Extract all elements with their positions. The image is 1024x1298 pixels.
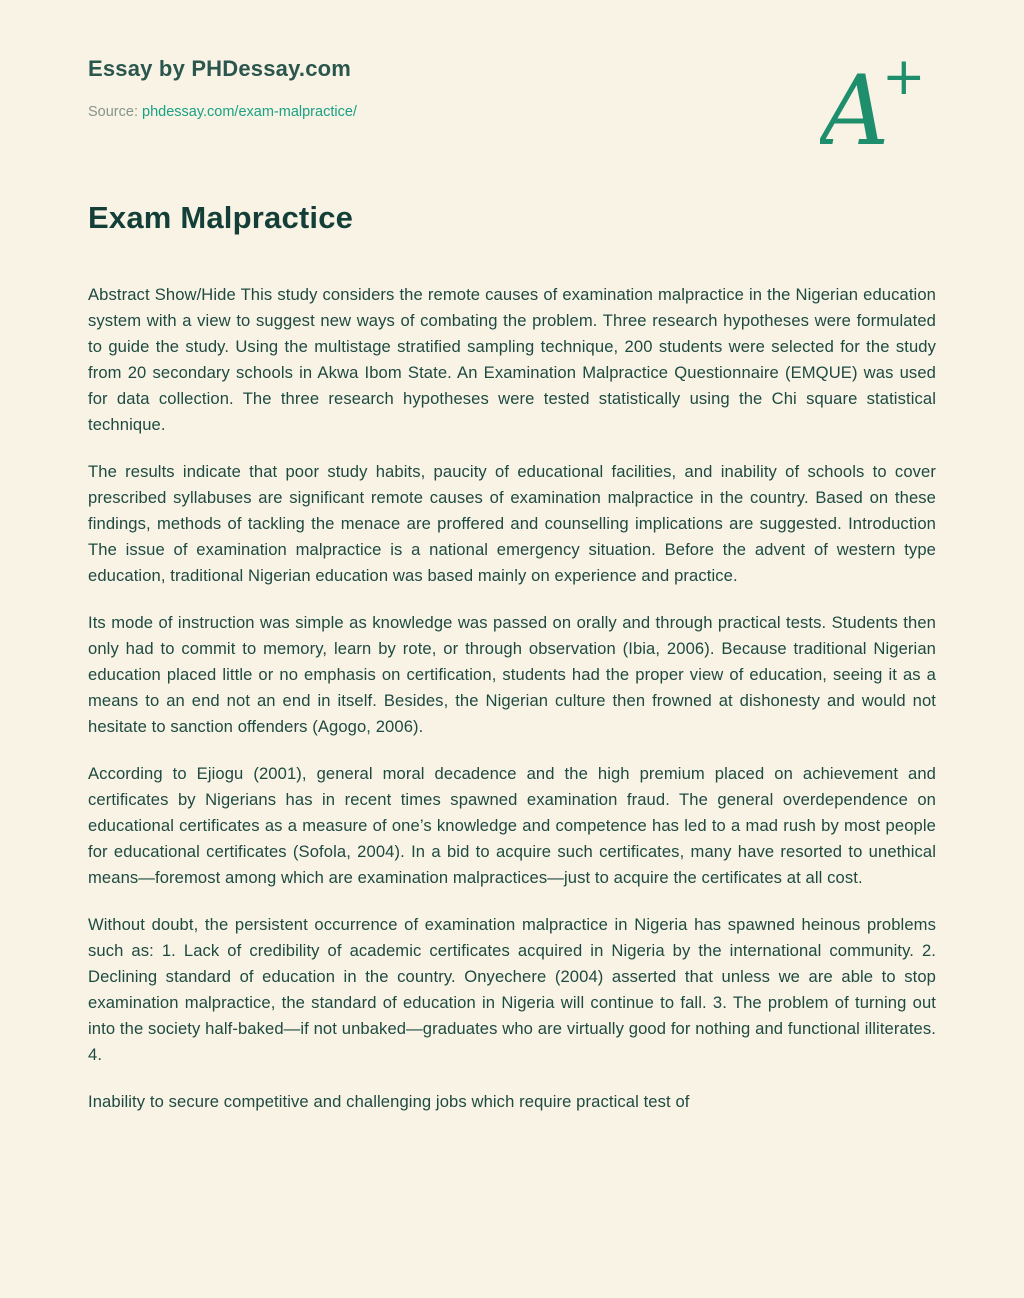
paragraph-inability-truncated: Inability to secure competitive and challenging jobs which require practical test of (88, 1092, 690, 1111)
source-link[interactable]: phdessay.com/exam-malpractice/ (142, 104, 357, 120)
page-title: Exam Malpractice (88, 200, 354, 235)
page-header (88, 50, 936, 162)
phdessay-logo (820, 52, 924, 162)
logo-letter: A (820, 55, 890, 162)
logo-plus: + (882, 52, 924, 107)
paragraph-abstract: Abstract Show/Hide This study considers the remote causes of examination malpractice in the Nigerian education system with a view to suggest new ways of combating the problem. Three research hypotheses were formulated to guide the study. Using the multistage stratified sampling technique, 200 students were selected for the study from 20 secondary schools in Akwa Ibom State. An Examination Malpractice Questionnaire (EMQUE) was used for data collection. The three research hypotheses were tested statistically using the Chi square statistical technique. (88, 285, 936, 434)
paragraph-problems: Without doubt, the persistent occurrence of examination malpractice in Nigeria has spawned heinous problems such as: 1. Lack of credibility of academic certificates acquired in Nigeria by the international community. 2. Declining standard of education in the country. Onyechere (2004) asserted that unless we are able to stop examination malpractice, the standard of education in Nigeria will continue to fall. 3. The problem of turning out into the society half-baked—if not unbaked—graduates who are virtually good for nothing and functional illiterates. 4. (88, 915, 936, 1064)
article-body (88, 282, 936, 1115)
source-line (88, 104, 357, 120)
header-text-block (88, 50, 357, 120)
site-byline: Essay by PHDessay.com (88, 56, 352, 81)
source-label: Source: (88, 104, 138, 120)
paragraph-results: The results indicate that poor study habits, paucity of educational facilities, and inability of schools to cover prescribed syllabuses are significant remote causes of examination malpractice in the country. Based on these findings, methods of tackling the menace are proffered and counselling implications are suggested. Introduction The issue of examination malpractice is a national emergency situation. Before the advent of western type education, traditional Nigerian education was based mainly on experience and practice. (88, 462, 936, 585)
paragraph-instruction-mode: Its mode of instruction was simple as knowledge was passed on orally and through practical tests. Students then only had to commit to memory, learn by rote, or through observation (Ibia, 2006). Because traditional Nigerian education placed little or no emphasis on certification, students had the proper view of education, seeing it as a means to an end not an end in itself. Besides, the Nigerian culture then frowned at dishonesty and would not hesitate to sanction offenders (Agogo, 2006). (88, 613, 936, 736)
paragraph-ejiogu: According to Ejiogu (2001), general moral decadence and the high premium placed on achievement and certificates by Nigerians has in recent times spawned examination fraud. The general overdependence on educational certificates as a measure of one’s knowledge and competence has led to a mad rush by most people for educational certificates (Sofola, 2004). In a bid to acquire such certificates, many have resorted to unethical means—foremost among which are examination malpractices—just to acquire the certificates at all cost. (88, 764, 936, 887)
a-plus-logo-icon (820, 52, 924, 162)
